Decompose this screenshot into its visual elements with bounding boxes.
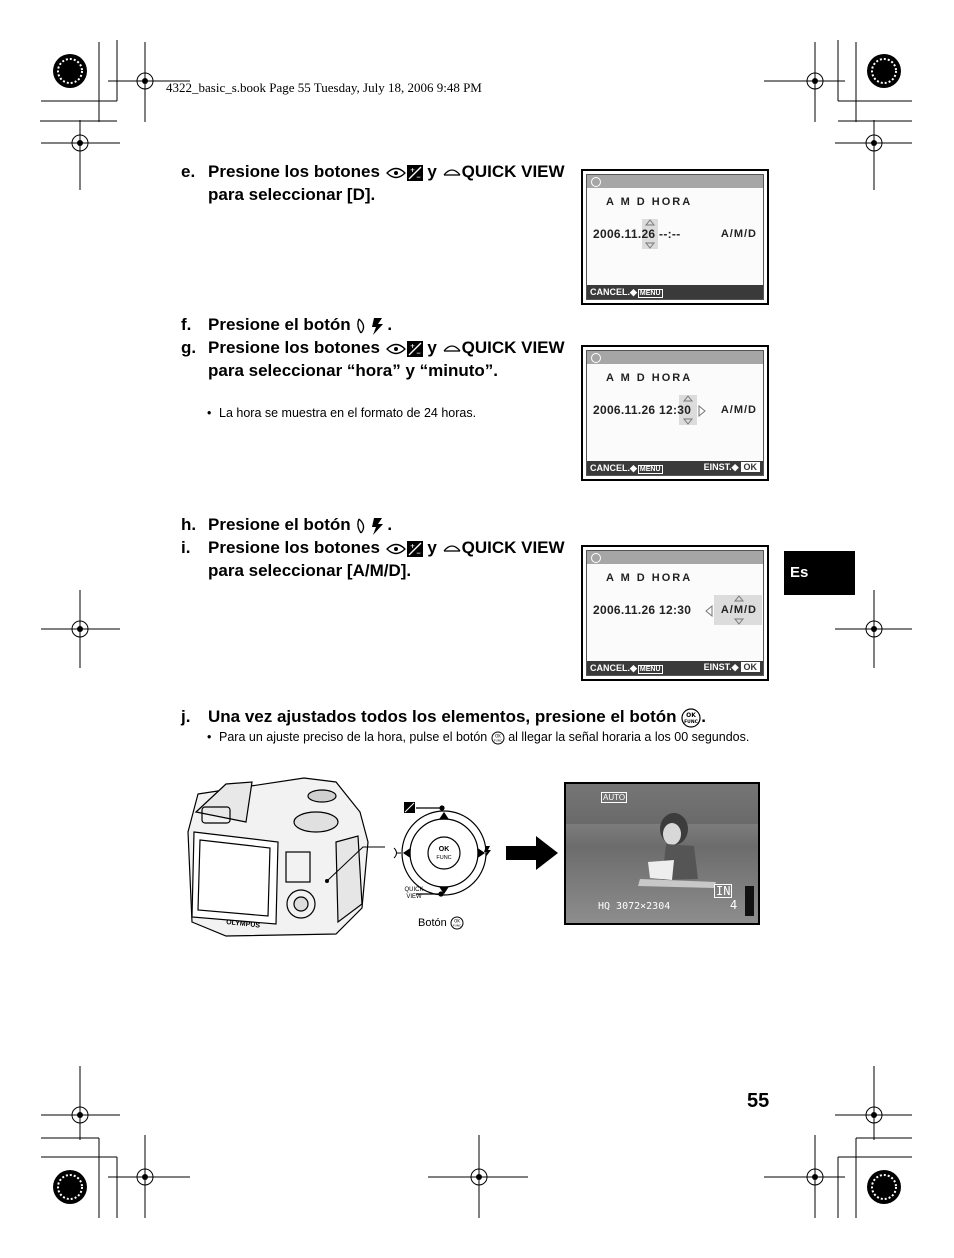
func-label: FUNC [436,855,452,861]
step-text-mid: y [427,338,437,357]
step-text: Presione los botones [208,162,380,181]
left-arrow-icon [705,605,713,617]
time-value: 12:30 [659,603,692,617]
date-value: 2006.11.26 [593,403,656,417]
camera-screen-2: A M D HORA 2006.11.26 12:30 A/M/D CANCEL.◆ MENU EINST.◆ OK [581,345,769,481]
step-j: j. Una vez ajustados todos los elementos, presione el botón OK FUNC . [181,707,707,726]
right-arrow-icon [698,405,706,417]
step-letter: j. [181,707,191,726]
exposure-icon [407,541,423,557]
screen-header: A M D HORA [606,196,693,208]
clock-icon [591,353,601,363]
date-format: A/M/D [720,404,757,416]
svg-text:OK: OK [686,711,697,719]
camera-screen-3: A M D HORA 2006.11.26 12:30 A/M/D CANCEL.◆ MENU EINST.◆ OK [581,545,769,681]
camera-photo-preview [564,782,760,925]
battery-bar [745,886,754,916]
shots-remaining: 4 [730,898,738,912]
boton-label: Botón [418,916,447,929]
resolution-label: HQ 3072×2304 [598,901,671,912]
cancel-label: CANCEL. [590,663,630,673]
svg-text:+: + [409,542,415,550]
step-text-mid: y [427,538,437,557]
mode-badge: AUTO [603,793,626,802]
quick-label: QUICK [404,887,424,893]
einst-label: EINST. [703,462,732,472]
flash-icon [484,846,491,858]
step-text: Una vez ajustados todos los elementos, presione el botón [208,707,677,726]
view-label: VIEW [406,894,422,900]
exposure-icon [407,341,423,357]
step-text: Presione el botón [208,515,351,534]
flower-icon [385,166,407,180]
time-value: --:-- [659,227,681,241]
step-text: Presione el botón [208,315,351,334]
language-tab-label: Es [790,564,809,581]
svg-text:FUNC: FUNC [493,738,502,743]
note-j: • Para un ajuste preciso de la hora, pulse el botón OK FUNC al llegar la señal horaria a los 00 segundos. [207,730,750,744]
einst-label: EINST. [703,662,732,672]
note-text: La hora se muestra en el formato de 24 horas. [219,406,477,420]
date-format: A/M/D [720,228,757,240]
date-value: 2006.11.26 [593,603,656,617]
clock-icon [591,177,601,187]
flower-icon [385,542,407,556]
ok-chip: OK [741,462,761,472]
step-letter: i. [181,538,191,557]
note-text: Para un ajuste preciso de la hora, pulse el botón [219,730,488,744]
screen-header: A M D HORA [606,572,693,584]
svg-text:FUNC: FUNC [684,719,699,725]
arrow-pad-diagram [384,800,496,910]
step-g [181,336,565,380]
svg-text:−: − [415,549,421,557]
sun-icon [442,167,462,179]
note-text-post: al llegar la señal horaria a los 00 segundos. [508,730,750,744]
step-i [181,536,565,580]
date-format: A/M/D [720,604,757,616]
sun-icon [442,543,462,555]
svg-text:−: − [415,349,421,357]
step-letter: h. [181,515,197,534]
step-letter: e. [181,162,196,181]
step-h: h. Presione el botón . [181,515,393,534]
clock-icon [591,553,601,563]
svg-text:OK: OK [453,918,460,924]
step-f: f. Presione el botón . [181,315,393,334]
macro-flash-icon [355,516,387,536]
ok-func-icon [450,916,464,930]
svg-text:−: − [415,173,421,181]
date-value: 2006.11.26 [593,227,656,241]
flower-icon [385,342,407,356]
screen-header: A M D HORA [606,372,693,384]
sun-icon [442,343,462,355]
memory-indicator: IN [716,884,731,898]
svg-text:+: + [409,342,415,350]
step-text: Presione los botones [208,538,380,557]
svg-text:FUNC: FUNC [452,923,461,928]
language-tab [784,551,855,595]
step-text-mid: y [427,162,437,181]
ok-chip: OK [741,662,761,672]
svg-text:+: + [409,166,415,174]
step-text-post: QUICK VIEW para seleccionar [D]. [208,162,565,204]
step-e [181,160,565,204]
menu-chip: MENU [639,666,661,673]
step-letter: f. [181,315,192,334]
svg-text:OK: OK [494,733,501,739]
camera-brand: OLYMPUS [225,919,261,930]
step-text-post: QUICK VIEW para seleccionar “hora” y “minuto”. [208,338,565,380]
macro-flash-icon [355,316,387,336]
print-header: 4322_basic_s.book Page 55 Tuesday, July 18, 2006 9:48 PM [166,80,482,95]
page-number: 55 [747,1090,770,1112]
menu-chip: MENU [639,466,661,473]
right-arrow-icon [506,835,560,871]
camera-screen-1: A M D HORA 2006.11.26 --:-- A/M/D CANCEL.◆ MENU [581,169,769,305]
time-value: 12:30 [659,403,692,417]
ok-func-icon [491,731,505,745]
exposure-icon [407,165,423,181]
cancel-label: CANCEL. [590,463,630,473]
boton-caption [418,916,464,930]
ok-func-icon [681,708,701,728]
note-g: • La hora se muestra en el formato de 24 horas. [207,406,759,421]
macro-icon [394,848,401,858]
pointer-line [323,845,387,885]
ok-label: OK [438,846,450,853]
step-text: Presione los botones [208,338,380,357]
step-text-post: QUICK VIEW para seleccionar [A/M/D]. [208,538,565,580]
step-letter: g. [181,338,197,357]
menu-chip: MENU [639,290,661,297]
cancel-label: CANCEL. [590,287,630,297]
